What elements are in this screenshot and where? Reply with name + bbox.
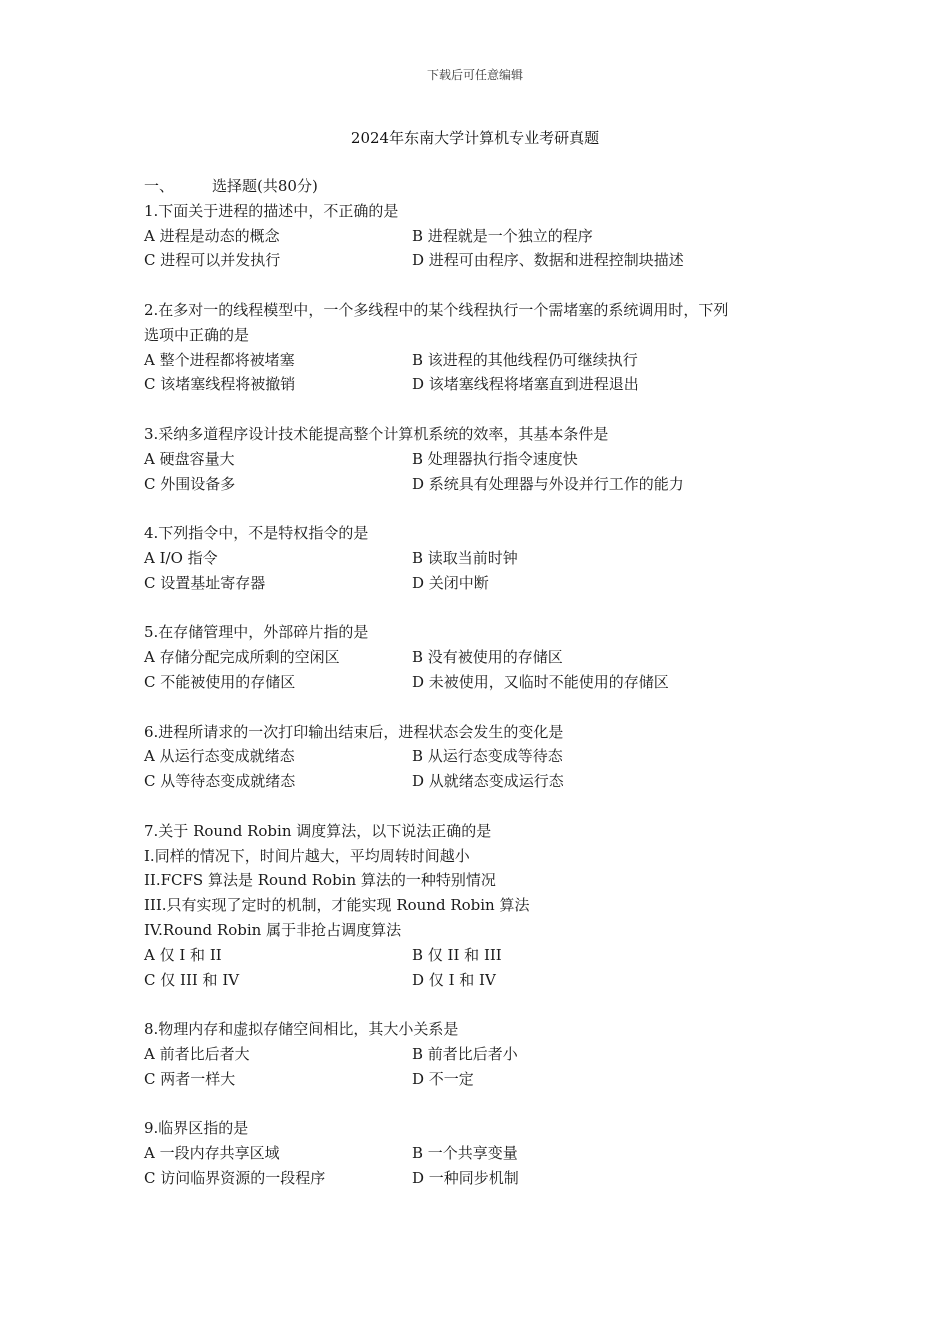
question-spacer: [144, 1091, 814, 1116]
option-a: A 一段内存共享区域: [144, 1144, 280, 1163]
question-8: [144, 1017, 814, 1091]
option-c: C 外围设备多: [144, 474, 236, 493]
option-row: [144, 348, 814, 373]
question-2: [144, 298, 814, 397]
question-spacer: [144, 596, 814, 621]
question-stem-line: III.只有实现了定时的机制，才能实现 Round Robin 算法: [144, 896, 530, 915]
option-b: B 从运行态变成等待态: [412, 747, 563, 766]
section-number: 一、: [144, 177, 175, 195]
option-b: B 进程就是一个独立的程序: [412, 226, 593, 245]
question-3: [144, 422, 814, 496]
option-c: C 该堵塞线程将被撤销: [144, 375, 296, 394]
question-stem: 1.下面关于进程的描述中，不正确的是: [144, 201, 399, 220]
section-heading: [144, 174, 814, 199]
option-row: [144, 769, 814, 794]
option-row: [144, 248, 814, 273]
option-a: A 硬盘容量大: [144, 449, 235, 468]
option-d: D 关闭中断: [412, 573, 489, 592]
option-row: [144, 670, 814, 695]
option-a: A 整个进程都将被堵塞: [144, 350, 295, 369]
option-row: [144, 546, 814, 571]
option-c: C 设置基址寄存器: [144, 573, 266, 592]
question-stem-line: 选项中正确的是: [144, 325, 250, 344]
option-b: B 该进程的其他线程仍可继续执行: [412, 350, 638, 369]
question-1: [144, 199, 814, 273]
question-spacer: [144, 992, 814, 1017]
option-b: B 读取当前时钟: [412, 548, 518, 567]
option-d: D 不一定: [412, 1069, 474, 1088]
question-spacer: [144, 496, 814, 521]
option-c: C 进程可以并发执行: [144, 251, 281, 270]
option-row: [144, 472, 814, 497]
question-stem: 5.在存储管理中，外部碎片指的是: [144, 623, 369, 642]
option-b: B 前者比后者小: [412, 1044, 518, 1063]
option-c: C 不能被使用的存储区: [144, 672, 296, 691]
question-list: [144, 174, 814, 1191]
option-d: D 进程可由程序、数据和进程控制块描述: [412, 251, 684, 270]
question-stem-line: IV.Round Robin 属于非抢占调度算法: [144, 920, 402, 939]
question-stem: 6.进程所请求的一次打印输出结束后，进程状态会发生的变化是: [144, 722, 564, 741]
option-a: A 前者比后者大: [144, 1044, 250, 1063]
option-a: A 从运行态变成就绪态: [144, 747, 295, 766]
header-note: 下载后可任意编辑: [426, 68, 523, 82]
option-row: [144, 571, 814, 596]
option-a: A 存储分配完成所剩的空闲区: [144, 648, 340, 667]
option-row: [144, 224, 814, 249]
question-stem: 3.采纳多道程序设计技术能提高整个计算机系统的效率，其基本条件是: [144, 424, 609, 443]
option-d: D 系统具有处理器与外设并行工作的能力: [412, 474, 684, 493]
question-spacer: [144, 794, 814, 819]
page-title: 2024年东南大学计算机专业考研真题: [350, 129, 600, 147]
option-row: [144, 1166, 814, 1191]
option-row: [144, 968, 814, 993]
question-stem: 7.关于 Round Robin 调度算法，以下说法正确的是: [144, 821, 492, 840]
question-stem: 8.物理内存和虚拟存储空间相比，其大小关系是: [144, 1020, 459, 1039]
option-row: [144, 1067, 814, 1092]
option-d: D 未被使用，又临时不能使用的存储区: [412, 672, 669, 691]
option-a: A I/O 指令: [144, 548, 218, 567]
question-stem: 9.临界区指的是: [144, 1119, 249, 1138]
option-row: [144, 943, 814, 968]
option-c: C 两者一样大: [144, 1069, 236, 1088]
option-b: B 没有被使用的存储区: [412, 648, 563, 667]
question-stem: 2.在多对一的线程模型中，一个多线程中的某个线程执行一个需堵塞的系统调用时，下列: [144, 300, 729, 319]
question-9: [144, 1116, 814, 1190]
option-row: [144, 744, 814, 769]
option-b: B 仅 II 和 III: [412, 945, 502, 964]
question-5: [144, 620, 814, 694]
option-c: C 访问临界资源的一段程序: [144, 1168, 326, 1187]
question-spacer: [144, 273, 814, 298]
option-d: D 从就绪态变成运行态: [412, 772, 564, 791]
option-row: [144, 1141, 814, 1166]
option-row: [144, 645, 814, 670]
option-row: [144, 447, 814, 472]
question-spacer: [144, 695, 814, 720]
section-label: 选择题(共80分): [212, 177, 318, 195]
question-spacer: [144, 397, 814, 422]
question-4: [144, 521, 814, 595]
option-d: D 一种同步机制: [412, 1168, 519, 1187]
question-stem-line: I.同样的情况下，时间片越大，平均周转时间越小: [144, 846, 470, 865]
question-6: [144, 720, 814, 794]
option-a: A 进程是动态的概念: [144, 226, 280, 245]
option-b: B 处理器执行指令速度快: [412, 449, 578, 468]
option-c: C 从等待态变成就绪态: [144, 772, 296, 791]
option-c: C 仅 III 和 IV: [144, 970, 240, 989]
option-a: A 仅 I 和 II: [144, 945, 222, 964]
option-row: [144, 1042, 814, 1067]
option-d: D 仅 I 和 IV: [412, 970, 496, 989]
question-7: [144, 819, 814, 993]
option-row: [144, 372, 814, 397]
question-stem: 4.下列指令中，不是特权指令的是: [144, 524, 369, 543]
option-b: B 一个共享变量: [412, 1144, 518, 1163]
question-stem-line: II.FCFS 算法是 Round Robin 算法的一种特别情况: [144, 871, 496, 890]
option-d: D 该堵塞线程将堵塞直到进程退出: [412, 375, 639, 394]
